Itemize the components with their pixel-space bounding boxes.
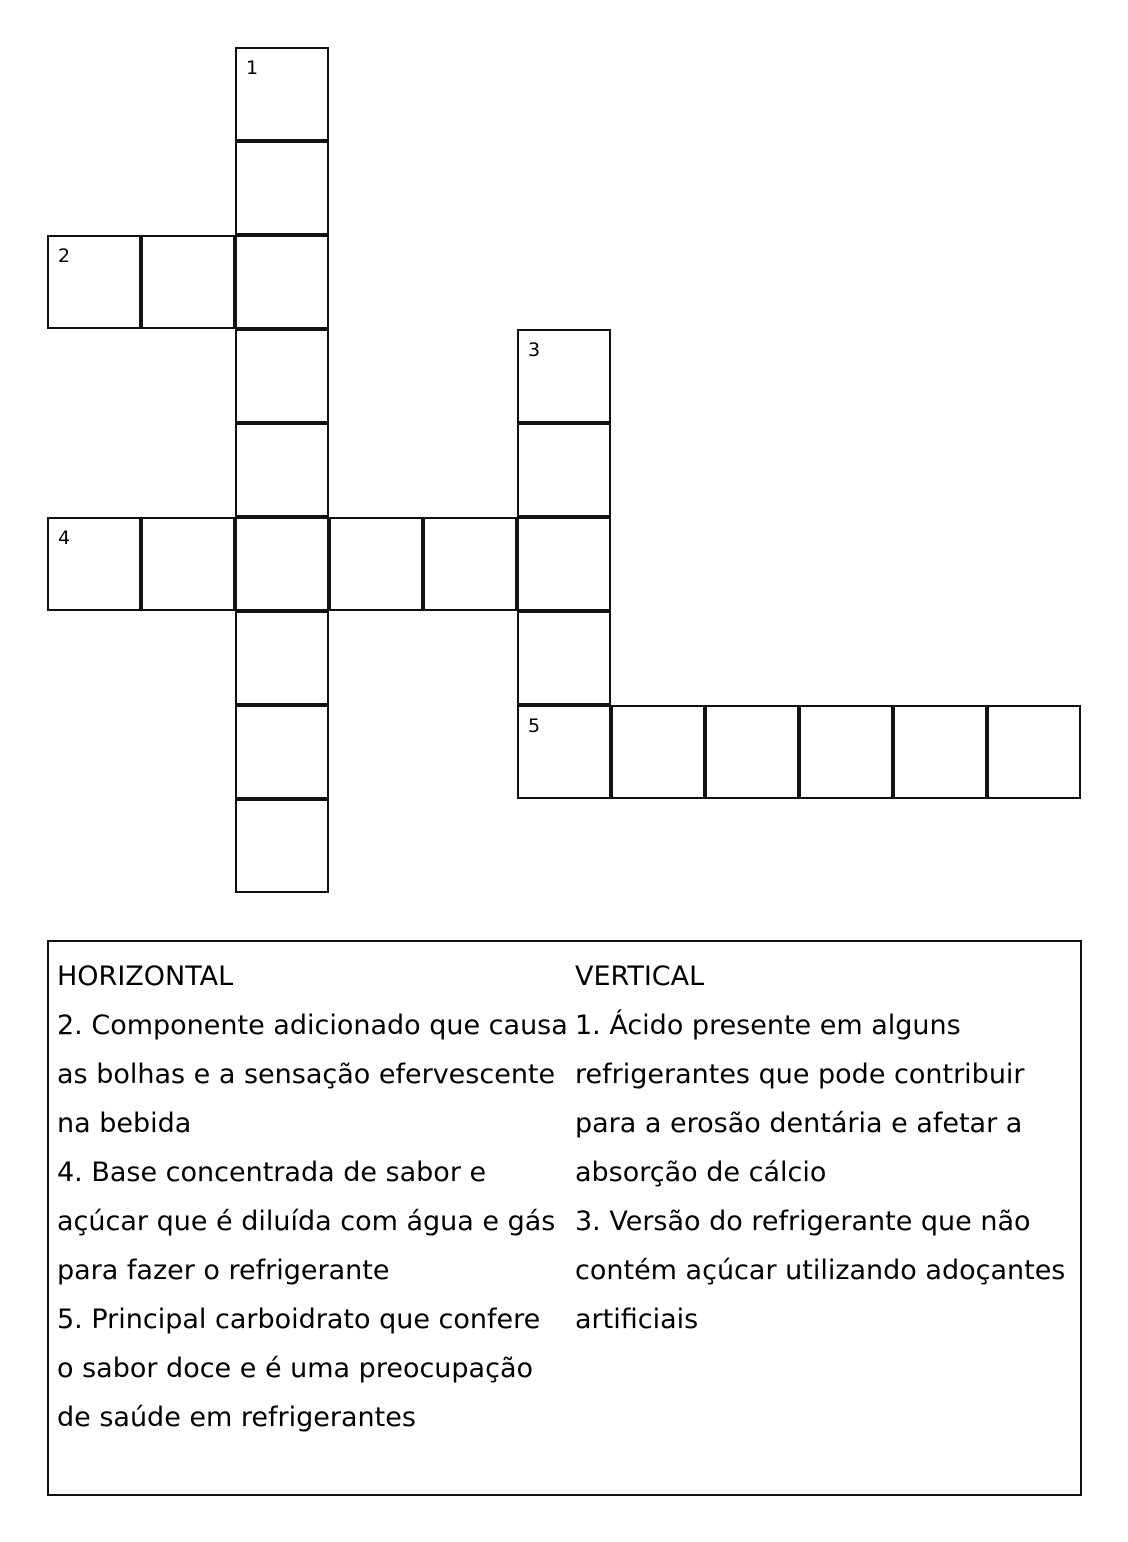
cell-2-2[interactable] [141, 235, 235, 329]
clue-number-5: 5 [528, 715, 541, 737]
cell-1-2[interactable] [235, 141, 329, 235]
cell-5-3[interactable] [705, 705, 799, 799]
clue-line: artificiais [575, 1304, 699, 1335]
clue-line: para a erosão dentária e afetar a [575, 1108, 1023, 1139]
cell-4-1[interactable] [47, 517, 141, 611]
cell-2-1[interactable] [47, 235, 141, 329]
clue-number-2: 2 [58, 245, 71, 267]
cell-5-4[interactable] [799, 705, 893, 799]
clue-number-4: 4 [58, 527, 71, 549]
cell-1-9[interactable] [235, 799, 329, 893]
cell-5-2[interactable] [611, 705, 705, 799]
clue-line: 5. Principal carboidrato que confere [57, 1304, 541, 1335]
cell-4-5[interactable] [423, 517, 517, 611]
vertical-clues [575, 952, 1075, 1344]
cell-1-3[interactable] [235, 235, 329, 329]
cell-1-7[interactable] [235, 611, 329, 705]
clue-line: contém açúcar utilizando adoçantes [575, 1255, 1066, 1286]
clue-line: as bolhas e a sensação efervescente [57, 1059, 556, 1090]
clue-line: 3. Versão do refrigerante que não [575, 1206, 1031, 1237]
cell-1-5[interactable] [235, 423, 329, 517]
clue-line: absorção de cálcio [575, 1157, 827, 1188]
cell-3-3[interactable] [517, 517, 611, 611]
clue-number-1: 1 [246, 57, 259, 79]
cell-5-5[interactable] [893, 705, 987, 799]
cell-3-4[interactable] [517, 611, 611, 705]
clue-line: para fazer o refrigerante [57, 1255, 390, 1286]
cell-3-2[interactable] [517, 423, 611, 517]
clue-line: de saúde em refrigerantes [57, 1402, 416, 1433]
horizontal-clues [57, 952, 567, 1442]
cell-5-1[interactable] [517, 705, 611, 799]
cell-4-4[interactable] [329, 517, 423, 611]
clue-line: 2. Componente adicionado que causa [57, 1010, 568, 1041]
clues-box [47, 940, 1082, 1496]
clue-line: açúcar que é diluída com água e gás [57, 1206, 556, 1237]
clue-line: na bebida [57, 1108, 192, 1139]
vertical-heading: VERTICAL [575, 961, 705, 992]
cell-5-6[interactable] [987, 705, 1081, 799]
cell-4-2[interactable] [141, 517, 235, 611]
cell-1-6[interactable] [235, 517, 329, 611]
cell-3-1[interactable] [517, 329, 611, 423]
cell-1-1[interactable] [235, 47, 329, 141]
cell-1-8[interactable] [235, 705, 329, 799]
horizontal-heading: HORIZONTAL [57, 961, 234, 992]
clue-line: 1. Ácido presente em alguns [575, 1010, 961, 1041]
clue-line: refrigerantes que pode contribuir [575, 1059, 1025, 1090]
clue-line: 4. Base concentrada de sabor e [57, 1157, 487, 1188]
cell-1-4[interactable] [235, 329, 329, 423]
clue-number-3: 3 [528, 339, 541, 361]
clue-line: o sabor doce e é uma preocupação [57, 1353, 534, 1384]
